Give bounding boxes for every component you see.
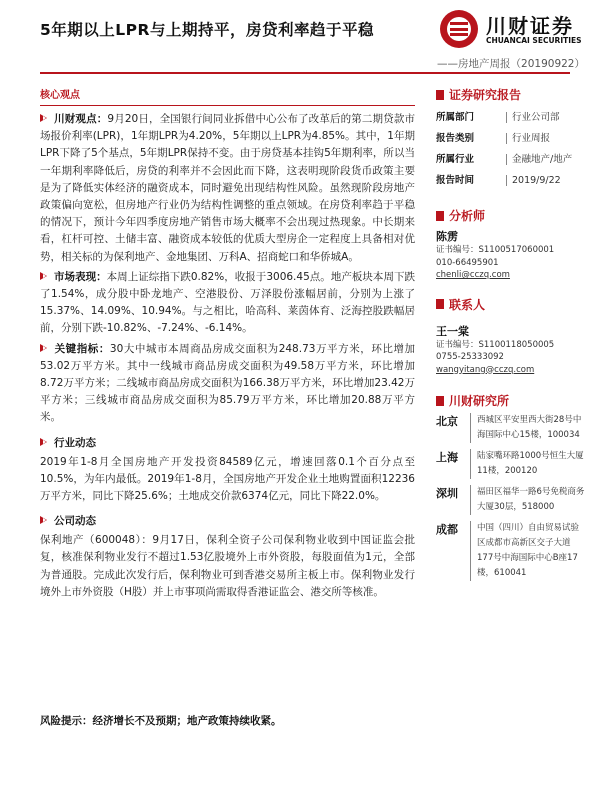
analyst-name: 陈雳 [436, 230, 458, 243]
square-marker-icon [436, 211, 444, 221]
bullet-arrow-icon [40, 113, 50, 123]
institute-heading: 川财研究所 [436, 392, 586, 409]
info-row: 报告类别 行业周报 [436, 133, 551, 144]
contact-phone: 0755-25333092 [436, 352, 504, 362]
info-row: 所属部门 行业公司部 [436, 112, 560, 123]
contact-email-link[interactable]: wangyitang@cczq.com [436, 364, 535, 375]
company-news-heading: 公司动态 [40, 513, 415, 528]
brand-name-en: CHUANCAI SECURITIES [486, 36, 582, 45]
bullet-arrow-icon [40, 343, 50, 353]
info-row: 报告时间 2019/9/22 [436, 175, 561, 186]
bullet-arrow-icon [40, 515, 50, 525]
analyst-phone: 010-66495901 [436, 257, 499, 268]
paragraph-company-news: 保利地产（600048）：9月17日，保利全资子公司保利物业收到中国证监会批复，核准保利物业发行不超过1.53亿股境外上市外资股，每股面值为1元，全部为普通股。完成此次发行后，保利物业可到香港交易所主板上市。保利物业发行境外上市外资股（H股）并上市事项尚需取得香港证监会、港交所等核准。 [40, 534, 415, 598]
brand-name-cn: 川财证券 [486, 14, 574, 38]
sidebar [436, 80, 586, 581]
core-divider [40, 105, 415, 106]
institute-row: 深圳 福田区福华一路6号免税商务大厦30层，518000 [436, 485, 586, 515]
header-divider [40, 72, 570, 74]
brand-logo [440, 10, 582, 50]
square-marker-icon [436, 396, 444, 406]
paragraph-market: 市场表现：本周上证综指下跌0.82%，收报于3006.45点。地产板块本周下跌了1.54%，成分股中卧龙地产、空港股份、万泽股份涨幅居前，分别为上涨了15.37%、14.09%、10.94%。与之相比，哈高科、莱茵体育、泛海控股跌幅居前，分别下跌-10.82%、-7.24%、-6.14%。 [40, 270, 416, 335]
info-row: 所属行业 金融地产/地产 [436, 154, 573, 165]
institute-row: 北京 西城区平安里西大街28号中海国际中心15楼，100034 [436, 413, 586, 443]
analyst-cert: 证书编号：S1100517060001 [436, 245, 555, 255]
main-column [40, 80, 415, 601]
institute-row: 成都 中国（四川）自由贸易试验区成都市高新区交子大道177号中海国际中心B座17楼，610041 [436, 521, 586, 581]
core-viewpoint-heading: 核心观点 [40, 90, 80, 101]
analyst-email-link[interactable]: chenli@cczq.com [436, 270, 510, 280]
industry-news-heading: 行业动态 [40, 435, 415, 450]
report-subtitle: ——房地产周报（20190922） [437, 58, 585, 70]
report-info-heading: 证券研究报告 [436, 86, 586, 103]
paragraph-indicators: 关键指标：30大中城市本周商品房成交面积为248.73万平方米，环比增加53.02万平方米。其中一线城市商品房成交面积为49.58万平方米，环比增加8.72万平方米；二线城市商品房成交面积为166.38万平方米，环比增加23.42万平方米；三线城市商品房成交面积为85.79万平方米，环比增加20.88万平方米。 [40, 342, 416, 424]
paragraph-viewpoint: 川财观点：9月20日，全国银行间同业拆借中心公布了改革后的第二期贷款市场报价利率(LPR)，1年期LPR为4.20%，5年期以上LPR为4.85%。其中，1年期LPR下降了5个基点，5年期LPR保持不变。由于房贷基本挂钩5年期利率，所以当一年期利率降低后，房贷的利率并不会因此而下降，这表明现阶段货币政策主要是为了降低实体经济的融资成本，同时避免出现结构性风险。虽然现阶段房地产政策偏向宽松，但房地产行业仍为结构性调整的重点领域。在房贷利率趋于平稳的情况下，预计今年四季度房地产销售市场大概率不会出现过热现象。中长期来看，杠杆可控、土储丰富、融资成本较低的优质大型房企一定程度上具备相对优势，相关标的为保利地产、金地集团、万科A、招商蛇口和华侨城A。 [40, 113, 415, 263]
square-marker-icon [436, 299, 444, 309]
institute-row: 上海 陆家嘴环路1000号恒生大厦11楼，200120 [436, 449, 586, 479]
bullet-arrow-icon [40, 437, 50, 447]
risk-warning: 风险提示：经济增长不及预期；地产政策持续收紧。 [40, 715, 282, 727]
bullet-arrow-icon [40, 271, 50, 281]
analyst-heading: 分析师 [436, 207, 586, 224]
logo-emblem-icon [440, 10, 478, 48]
contact-name: 王一棠 [436, 324, 469, 338]
square-marker-icon [436, 90, 444, 100]
contact-cert: 证书编号：S1100118050005 [436, 339, 555, 350]
report-title: 5年期以上LPR与上期持平，房贷利率趋于平稳 [40, 21, 374, 39]
paragraph-industry-news: 2019年1-8月全国房地产开发投资84589亿元，增速回落0.1个百分点至10.5%，为年内最低。2019年1-8月，全国房地产开发企业土地购置面积12236万平方米，同比下降25.6%；土地成交价款6374亿元，同比下降22.0%。 [40, 455, 415, 503]
contact-heading: 联系人 [436, 296, 586, 313]
